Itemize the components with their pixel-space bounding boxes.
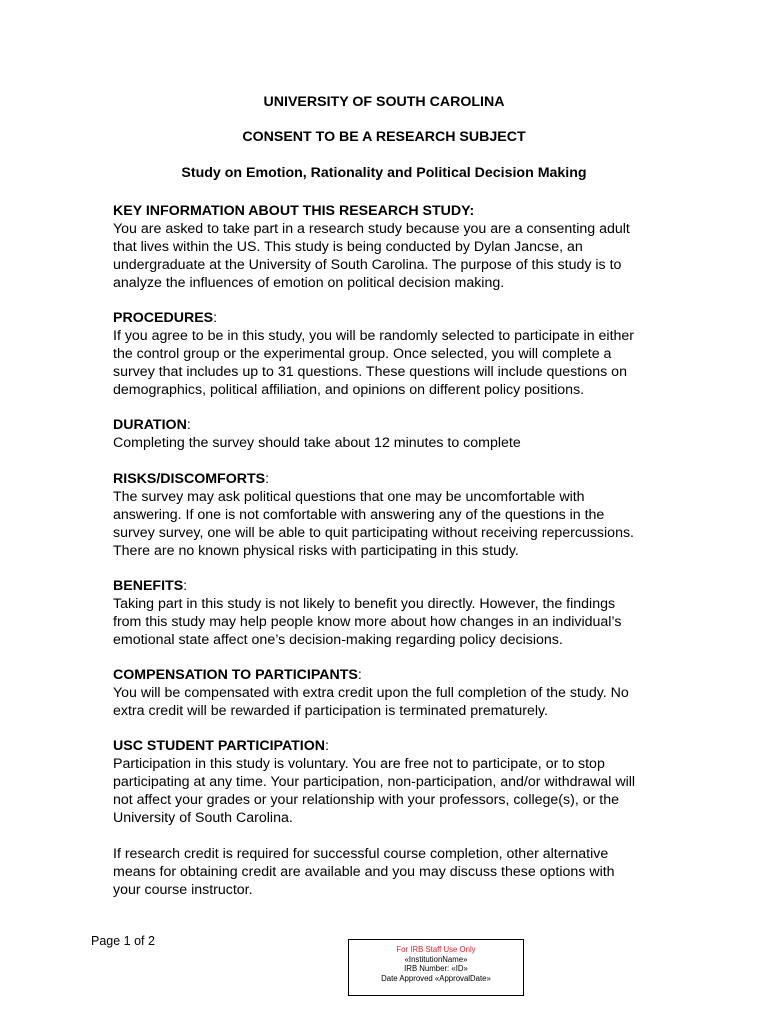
heading-colon: :	[357, 667, 362, 683]
irb-date-approved: Date Approved «ApprovalDate»	[381, 973, 491, 983]
procedures-line: survey that includes up to 31 questions. These questions will include questions on	[113, 364, 627, 380]
duration-section	[113, 416, 683, 452]
key-information-section	[113, 202, 683, 292]
procedures-line: the control group or the experimental group. Once selected, you will complete a	[113, 346, 612, 362]
procedures-line: demographics, political affiliation, and opinions on different policy positions.	[113, 382, 585, 398]
benefits-section	[113, 577, 683, 649]
risks-line: The survey may ask political questions that one may be uncomfortable with	[113, 489, 585, 505]
risks-line: answering. If one is not comfortable with answering any of the questions in the	[113, 507, 605, 523]
key-information-line: that lives within the US. This study is being conducted by Dylan Jancse, an	[113, 239, 583, 255]
study-title: Study on Emotion, Rationality and Political Decision Making	[181, 165, 587, 181]
usc-participation-section	[113, 737, 683, 899]
consent-title: CONSENT TO BE A RESEARCH SUBJECT	[242, 129, 526, 145]
usc-participation-heading: USC STUDENT PARTICIPATION	[113, 738, 326, 754]
benefits-heading: BENEFITS	[113, 578, 184, 594]
irb-institution: «InstitutionName»	[404, 954, 468, 964]
risks-line: survey survey, one will be able to quit participating without receiving repercussions.	[113, 525, 634, 541]
compensation-line: extra credit will be rewarded if participation is terminated prematurely.	[113, 703, 549, 719]
heading-colon: :	[325, 738, 329, 754]
compensation-heading: COMPENSATION TO PARTICIPANTS	[113, 667, 358, 683]
irb-staff-label: For IRB Staff Use Only	[396, 945, 476, 954]
heading-colon: :	[183, 578, 188, 594]
heading-colon: :	[213, 310, 218, 326]
usc-participation-line: not affect your grades or your relationship with your professors, college(s), or the	[113, 792, 620, 808]
key-information-line: You are asked to take part in a research study because you are a consenting adult	[113, 221, 630, 237]
benefits-line: from this study may help people know more about how changes in an individual’s	[113, 614, 622, 630]
usc-participation-line: University of South Carolina.	[113, 810, 293, 826]
benefits-line: Taking part in this study is not likely to benefit you directly. However, the findings	[113, 596, 616, 612]
key-information-line: undergraduate at the University of South Carolina. The purpose of this study is to	[113, 257, 622, 273]
procedures-heading: PROCEDURES	[113, 310, 214, 326]
usc-participation-line: participating at any time. Your participation, non-participation, and/or withdrawal will	[113, 774, 636, 790]
duration-line: Completing the survey should take about 12 minutes to complete	[113, 435, 521, 451]
key-information-line: analyze the influences of emotion on political decision making.	[113, 275, 505, 291]
compensation-section	[113, 666, 683, 720]
page-number: Page 1 of 2	[91, 934, 155, 948]
irb-stamp-box	[348, 939, 524, 996]
usc-participation-line: Participation in this study is voluntary. You are free not to participate, or to stop	[113, 756, 605, 772]
heading-colon: :	[265, 471, 270, 487]
risks-line: There are no known physical risks with participating in this study.	[113, 543, 519, 559]
usc-credit-line: If research credit is required for successful course completion, other alternative	[113, 846, 609, 862]
irb-number: IRB Number: «ID»	[404, 964, 468, 973]
risks-heading: RISKS/DISCOMFORTS	[113, 471, 266, 487]
risks-section	[113, 470, 683, 560]
procedures-line: If you agree to be in this study, you will be randomly selected to participate in either	[113, 328, 635, 344]
heading-colon: :	[186, 417, 191, 433]
usc-credit-line: your course instructor.	[113, 882, 253, 898]
duration-heading: DURATION	[113, 417, 187, 433]
university-title: UNIVERSITY OF SOUTH CAROLINA	[263, 94, 505, 110]
benefits-line: emotional state affect one’s decision-making regarding policy decisions.	[113, 632, 563, 648]
procedures-section	[113, 309, 683, 399]
key-information-heading: KEY INFORMATION ABOUT THIS RESEARCH STUDY:	[113, 203, 475, 219]
usc-credit-line: means for obtaining credit are available and you may discuss these options with	[113, 864, 615, 880]
compensation-line: You will be compensated with extra credit upon the full completion of the study. No	[113, 685, 629, 701]
